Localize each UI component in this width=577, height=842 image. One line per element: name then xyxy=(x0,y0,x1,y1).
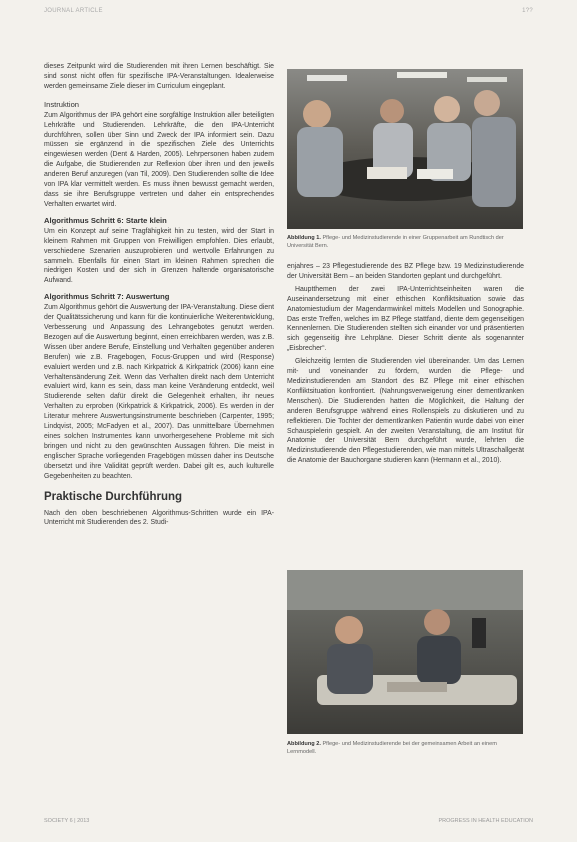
page-footer xyxy=(44,818,533,826)
right-paragraph-2: Hauptthemen der zwei IPA-Unterrichtseinheiten waren die Auseinandersetzung mit einer ethischen Konfliktsituation sowie das Anatomiestudium der Magendarmwinkel mittels Modellen und Sonographie. Das erste Treffen, welches im BZ Pflege stattfand, diente dem gegenseitigen Kennenlernen. Die Studierenden stellten sich einander vor und präsentierten sich gegenseitig ihre Lehrpläne. Dieser Schritt diente als sogenannter „Eisbrecher“. xyxy=(287,285,524,353)
classroom-photo-illustration xyxy=(287,69,523,229)
right-column xyxy=(287,262,524,469)
section-paragraph: Nach den oben beschriebenen Algorithmus-Schritten wurde ein IPA-Unterricht mit Studierenden des 2. Studi- xyxy=(44,509,274,527)
journal-name: JOURNAL ARTICLE xyxy=(44,8,103,14)
running-header xyxy=(44,8,533,18)
instruktion-paragraph: Zum Algorithmus der IPA gehört eine sorgfältige Instruktion aller beteiligten Lehrkräfte und Studierenden. Lehrkräfte, die den IPA-Unterricht durchführen, sollen über Sinn und Zweck der IPA informiert sein. Dazu müssen sie ergänzend in die spezifischen Ziele des Unterrichts eingewiesen werden (Dent & Harden, 2005). Lehrpersonen haben zudem die Aufgabe, die Studierenden zur Reflexion über ihren und den jeweils anderen Beruf anzuregen (van Til, 2009). Den Studierenden sollte die Idee von IPA klar vermittelt werden. Es muss ihnen bewusst gemacht werden, dass sie ihre Berufsgruppe vertreten und daher ein entsprechendes Verhalten erwartet wird. xyxy=(44,111,274,208)
schritt6-paragraph: Um ein Konzept auf seine Tragfähigkeit hin zu testen, wird der Start in kleinem Rahmen mit Gruppen von Freiwilligen empfohlen. Dies erlaubt, verschiedene Szenarien auszuprobieren und wertvolle Erfahrungen zu sammeln. Ebenfalls für einen Start im kleinen Rahmen sprechen die niedrigen Kosten und der sich in Grenzen haltende organisatorische Aufwand. xyxy=(44,227,274,285)
schritt7-paragraph: Zum Algorithmus gehört die Auswertung der IPA-Veranstaltung. Diese dient der Qualitätssicherung und kann für die kontinuierliche Weiterentwicklung, Verbesserung und Anpassung des Lehrangebotes genutzt werden. Bezogen auf die Auswertung beginnt, einen erreichbaren werden, was z.B. Wissen über andere Berufe, Einstellung und Verhalten gegenüber anderen Berufen) wie z.B. Fragebogen, Focus-Gruppen und wird (Response) evaluiert werden und z.B. nach Kirkpatrick & Kirkpatrick (2006) kann eine Verhaltensänderung Zeit. Wenn das Verhalten direkt nach dem Unterricht evaluiert wird, kann es sein, dass man keine Veränderung entdeckt, weil Studierende selten dafür direkt die Gelegenheit erhalten, ihr neues Verhalten zu erproben (Kirkpatrick & Kirkpatrick, 2006). Es werden in der Literatur mehrere Auswertungsinstrumente beschrieben (Carpenter, 1995; Lindqvist, 2005; McFadyen et al., 2007). Das unmittelbare Übernehmen eines solchen Instrumentes kann unvorhergesehene Probleme mit sich bringen und nicht zu den gewünschten Aussagen führen. Die meist in englischer Sprache vorliegenden Fragebögen müssen daher ins Deutsche übersetzt und ihre Validität geprüft werden. Dabei gilt es, auch kulturelle Gegebenheiten zu beachten. xyxy=(44,304,274,480)
anatomy-photo-illustration xyxy=(287,570,523,734)
page-number: 1?? xyxy=(522,8,533,14)
figure1-caption xyxy=(287,234,523,250)
schritt7-heading: Algorithmus Schritt 7: Auswertung xyxy=(44,292,170,302)
right-paragraph-3: Gleichzeitig lernten die Studierenden viel übereinander. Um das Lernen mit- und voneinander zu fördern, wurden die Pflege- und Medizinstudierenden am Standort des BZ Pflege mit einer ethischen Konfliktsituation konfrontiert. (Nahrungsverweigerung einer dementkranken Menschen). Die Studierenden hatten die Möglichkeit, die Haltung der anderen Berufsgruppe während eines Rollenspiels zu diskutieren und zu reflektieren. Die Tochter der dementkranken Patientin wurde dabei von einer Schauspielerin gespielt. An der zweiten Veranstaltung, die am Institut für Anatomie der Universität Bern durchgeführt wurde, lehrten die Medizinstudierende den Pflegestudierenden, wie man mittels Ultraschallgerät die Anatomie der Bauchorgane studieren kann (Hermann et al., 2010). xyxy=(287,358,524,465)
figure1-caption-label: Abbildung 1. xyxy=(287,235,321,241)
footer-left: SOCIETY 6 | 2013 xyxy=(44,818,90,824)
section-heading: Praktische Durchführung xyxy=(44,490,183,503)
footer-right: PROGRESS IN HEALTH EDUCATION xyxy=(438,818,533,824)
schritt6-heading: Algorithmus Schritt 6: Starte klein xyxy=(44,215,167,225)
classroom-photo xyxy=(287,69,523,229)
anatomy-photo xyxy=(287,570,523,734)
figure1-caption-text: Pflege- und Medizinstudierende in einer Gruppenarbeit am Rundtisch der Universität Bern. xyxy=(287,235,504,249)
left-column xyxy=(44,62,274,531)
intro-paragraph: dieses Zeitpunkt wird die Studierenden mit ihren Lernen beschäftigt. Sie sind sonst nicht offen für spezifische IPA-Veranstaltungen. Idealerweise werden gemeinsame Ziele dieser im Curriculum eingeplant. xyxy=(44,63,274,90)
right-paragraph-1: enjahres – 23 Pflegestudierende des BZ Pflege bzw. 19 Medizinstudierende der Universität Bern – an beiden Standorten geplant und durchgeführt. xyxy=(287,263,524,280)
figure2-caption-label: Abbildung 2. xyxy=(287,741,321,747)
figure2-caption xyxy=(287,740,523,756)
instruktion-heading: Instruktion xyxy=(44,99,80,109)
figure2-caption-text: Pflege- und Medizinstudierende bei der gemeinsamen Arbeit an einem Lernmodell. xyxy=(287,741,497,755)
